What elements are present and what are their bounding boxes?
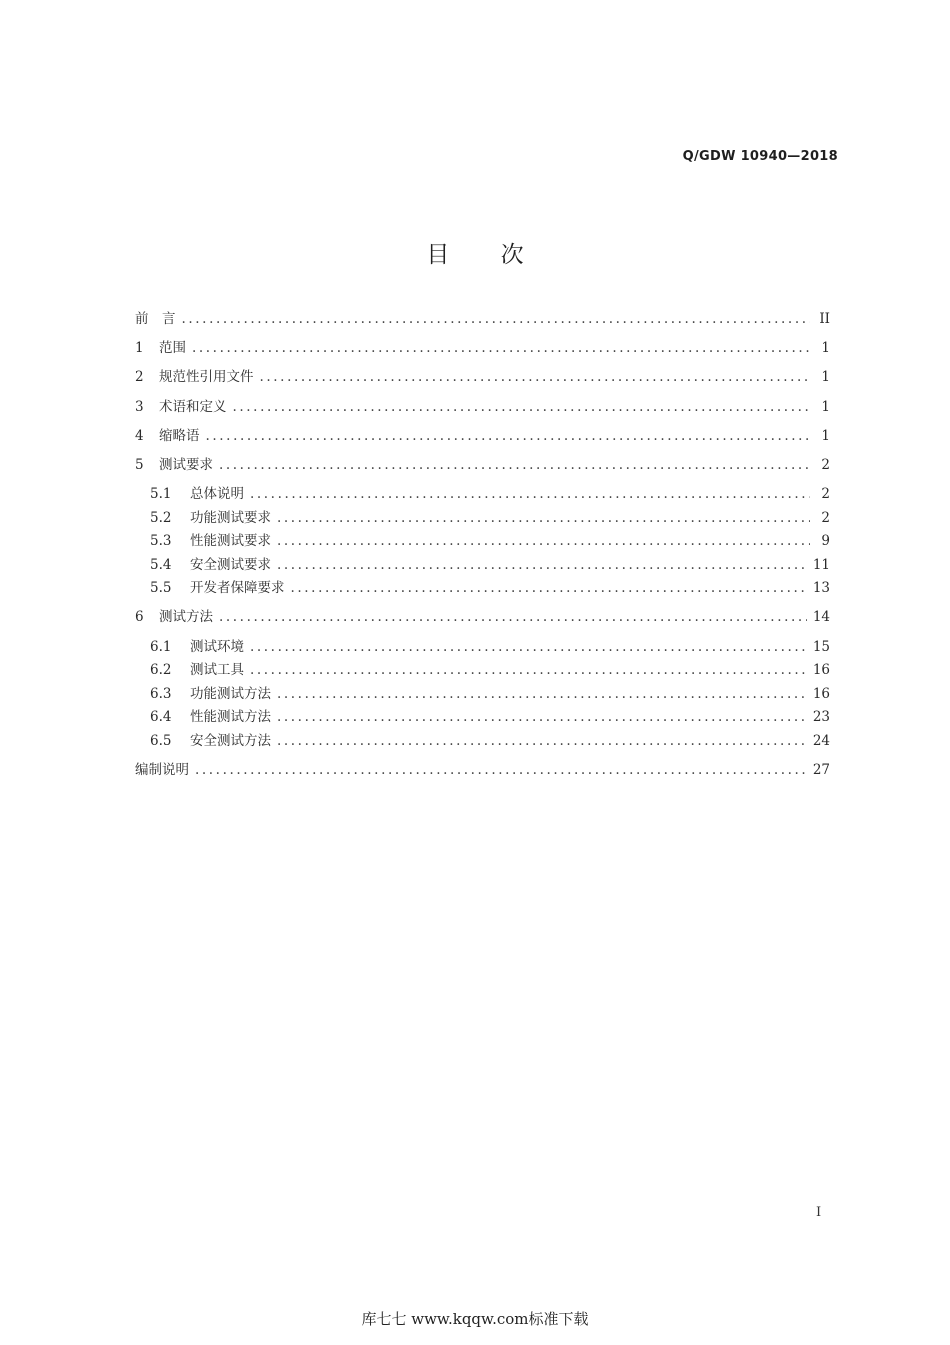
toc-entry-label: 安全测试方法 <box>190 732 271 749</box>
toc-entry-page: 15 <box>812 638 830 655</box>
toc-entry-number: 6.4 <box>150 709 172 725</box>
toc-entry-number: 6.1 <box>150 638 172 655</box>
toc-entry[interactable] <box>135 308 830 332</box>
toc-dot-leader <box>182 308 811 332</box>
footer-watermark: 库七七 www.kqqw.com标准下载 <box>361 1310 589 1328</box>
toc-entry[interactable] <box>135 454 830 478</box>
toc-title: 目 次 <box>426 242 546 268</box>
toc-entry-number: 4 <box>135 427 144 444</box>
toc-dot-leader <box>195 759 807 783</box>
toc-entry-number: 2 <box>135 369 144 386</box>
table-of-contents <box>135 308 830 782</box>
toc-dot-leader <box>219 606 807 630</box>
toc-entry-label: 前 言 <box>135 311 176 327</box>
toc-dot-leader <box>250 636 807 660</box>
toc-entry-number: 6.5 <box>150 732 172 749</box>
toc-entry-label: 术语和定义 <box>159 398 227 415</box>
toc-entry[interactable] <box>135 530 830 554</box>
toc-entry-label: 测试方法 <box>159 609 213 626</box>
toc-entry-page: 1 <box>821 398 830 415</box>
toc-dot-leader <box>250 659 807 683</box>
toc-entry-number: 1 <box>135 340 144 357</box>
toc-entry-label: 范围 <box>159 340 186 357</box>
toc-entry-number: 5.1 <box>150 486 172 503</box>
toc-entry-page: II <box>819 311 830 327</box>
toc-dot-leader <box>250 483 810 507</box>
toc-entry-number: 5 <box>135 456 144 473</box>
toc-entry[interactable] <box>135 659 830 683</box>
toc-dot-leader <box>277 683 807 707</box>
toc-entry-page: 1 <box>821 369 830 386</box>
toc-entry[interactable] <box>135 483 830 507</box>
toc-entry[interactable] <box>135 636 830 660</box>
toc-entry-label: 总体说明 <box>190 486 244 503</box>
toc-entry-number: 6 <box>135 609 144 626</box>
toc-entry[interactable] <box>135 577 830 601</box>
toc-entry[interactable] <box>135 730 830 754</box>
toc-entry-page: 23 <box>812 709 830 725</box>
toc-entry-page: 9 <box>821 533 830 550</box>
toc-entry-page: 13 <box>812 580 830 597</box>
toc-dot-leader <box>277 507 810 531</box>
toc-entry-number: 5.5 <box>150 580 172 597</box>
toc-entry-label: 性能测试要求 <box>190 533 271 550</box>
toc-entry[interactable] <box>135 759 830 783</box>
toc-dot-leader <box>277 730 807 754</box>
toc-entry-page: 2 <box>821 456 830 473</box>
toc-entry-label: 测试工具 <box>190 662 244 678</box>
toc-entry[interactable] <box>135 706 830 730</box>
toc-entry[interactable] <box>135 337 830 361</box>
toc-entry[interactable] <box>135 507 830 531</box>
toc-entry-label: 规范性引用文件 <box>159 369 254 386</box>
toc-entry[interactable] <box>135 554 830 578</box>
toc-dot-leader <box>277 530 810 554</box>
toc-entry-page: 2 <box>821 509 830 526</box>
toc-dot-leader <box>277 706 807 730</box>
toc-dot-leader <box>206 425 811 449</box>
toc-dot-leader <box>192 337 810 361</box>
toc-entry[interactable] <box>135 606 830 630</box>
toc-entry-label: 功能测试方法 <box>190 685 271 702</box>
toc-entry-page: 1 <box>821 427 830 444</box>
toc-entry-label: 性能测试方法 <box>190 709 271 725</box>
document-code: Q/GDW 10940—2018 <box>682 149 838 164</box>
toc-dot-leader <box>219 454 810 478</box>
toc-entry-label: 测试环境 <box>190 638 244 655</box>
toc-entry-label: 测试要求 <box>159 456 213 473</box>
toc-entry-label: 编制说明 <box>135 761 189 778</box>
toc-dot-leader <box>233 396 811 420</box>
toc-entry-number: 5.2 <box>150 509 172 526</box>
toc-entry-number: 6.3 <box>150 685 172 702</box>
toc-entry[interactable] <box>135 366 830 390</box>
toc-dot-leader <box>291 577 807 601</box>
toc-dot-leader <box>277 554 807 578</box>
toc-entry-label: 开发者保障要求 <box>190 580 285 597</box>
toc-entry-page: 2 <box>821 486 830 503</box>
toc-entry-number: 5.3 <box>150 533 172 550</box>
toc-entry-label: 安全测试要求 <box>190 556 271 573</box>
toc-entry[interactable] <box>135 396 830 420</box>
toc-entry-page: 16 <box>812 685 830 702</box>
toc-entry-number: 5.4 <box>150 556 172 573</box>
toc-entry-page: 11 <box>812 556 830 573</box>
toc-entry-label: 缩略语 <box>159 427 200 444</box>
toc-entry[interactable] <box>135 683 830 707</box>
toc-entry-page: 16 <box>812 662 830 678</box>
page-number: I <box>816 1205 822 1220</box>
toc-entry-page: 1 <box>821 340 830 357</box>
toc-entry-number: 6.2 <box>150 662 172 678</box>
toc-entry[interactable] <box>135 425 830 449</box>
toc-entry-page: 24 <box>812 732 830 749</box>
toc-dot-leader <box>260 366 811 390</box>
toc-entry-page: 27 <box>812 761 830 778</box>
toc-entry-number: 3 <box>135 398 144 415</box>
toc-entry-label: 功能测试要求 <box>190 509 271 526</box>
toc-entry-page: 14 <box>812 609 830 626</box>
